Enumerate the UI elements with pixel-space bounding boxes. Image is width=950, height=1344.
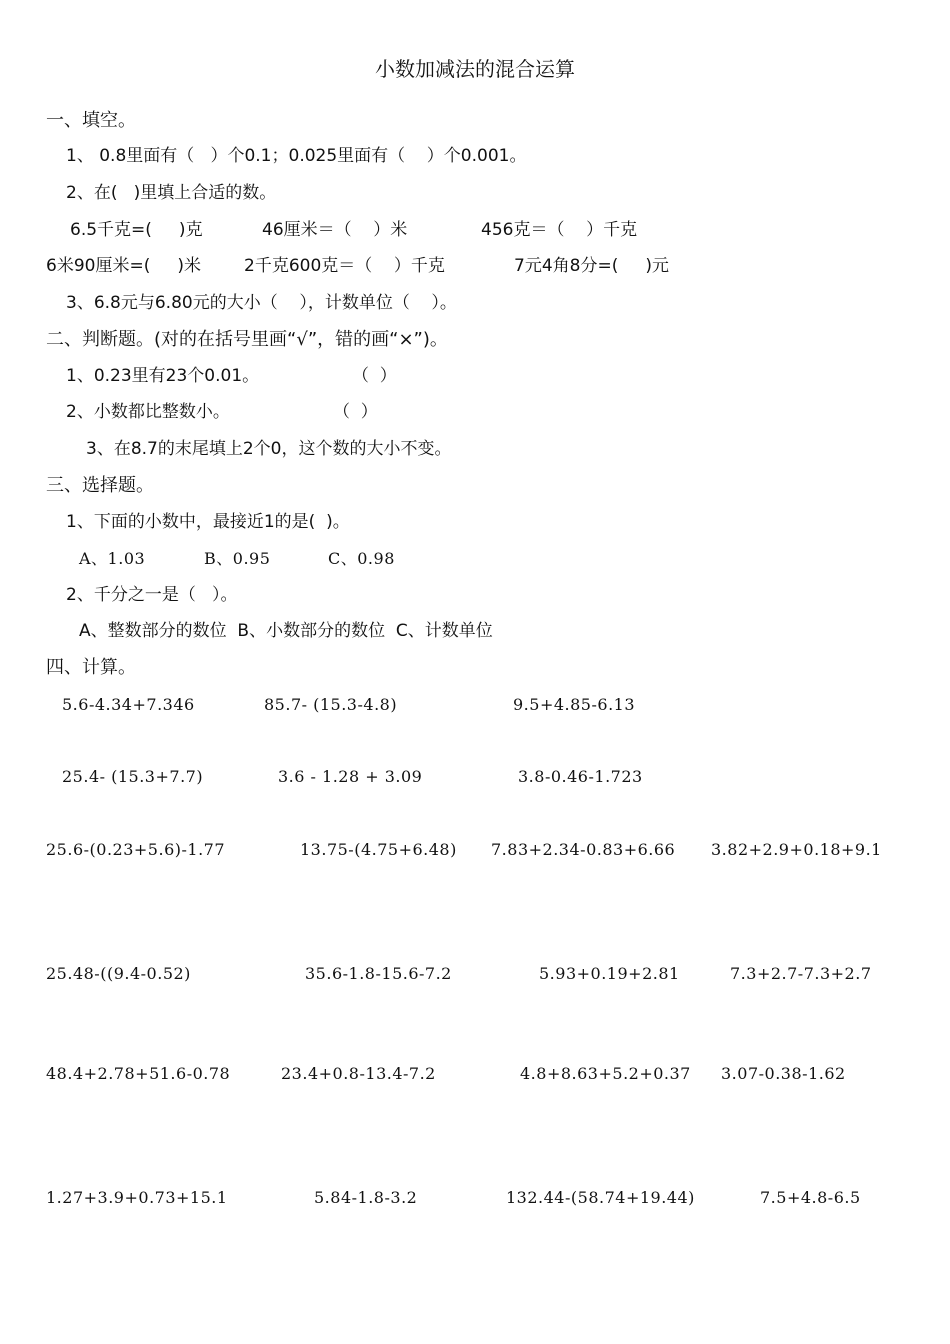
calc-expression: 7.83+2.34-0.83+6.66 [491,840,676,859]
calc-expression: 3.6 - 1.28 + 3.09 [278,767,423,786]
choice-q2-options: A、整数部分的数位 B、小数部分的数位 C、计数单位 [79,621,493,641]
calc-expression: 35.6-1.8-15.6-7.2 [305,964,452,983]
choice-q1-option-c: C、0.98 [328,549,395,568]
fill-q2-item-6: 7元4角8分=( )元 [514,256,669,276]
fill-question-3: 3、6.8元与6.80元的大小（ ），计数单位（ ）。 [66,293,457,313]
calc-expression: 13.75-(4.75+6.48) [300,840,457,859]
fill-q2-item-5: 2千克600克＝（ ）千克 [244,256,445,276]
fill-question-2: 2、在( )里填上合适的数。 [66,183,277,203]
fill-q2-item-1: 6.5千克=( )克 [70,220,203,240]
calc-expression: 3.8-0.46-1.723 [518,767,643,786]
calc-expression: 85.7- (15.3-4.8) [264,695,398,714]
calc-expression: 4.8+8.63+5.2+0.37 [520,1064,691,1083]
calc-expression: 25.6-(0.23+5.6)-1.77 [46,840,226,859]
section-1-heading: 一、填空。 [46,110,136,131]
calc-expression: 5.84-1.8-3.2 [314,1188,418,1207]
judge-question-1: 1、0.23里有23个0.01。 [66,366,260,386]
calc-expression: 9.5+4.85-6.13 [513,695,636,714]
fill-q2-item-3: 456克＝（ ）千克 [481,220,638,240]
calc-expression: 7.5+4.8-6.5 [760,1188,861,1207]
page-title: 小数加减法的混合运算 [375,57,575,81]
section-4-heading: 四、计算。 [46,657,136,678]
section-2-heading: 二、判断题。(对的在括号里画“√”，错的画“×”)。 [46,329,448,350]
choice-question-2: 2、千分之一是（ ）。 [66,585,238,605]
choice-q1-option-a: A、1.03 [79,549,146,568]
calc-expression: 132.44-(58.74+19.44) [506,1188,695,1207]
choice-q1-option-b: B、0.95 [204,549,271,568]
judge-question-2-answer: （ ） [333,402,378,422]
fill-q2-item-2: 46厘米＝（ ）米 [262,220,408,240]
calc-expression: 25.4- (15.3+7.7) [62,767,204,786]
calc-expression: 7.3+2.7-7.3+2.7 [730,964,872,983]
judge-question-3: 3、在8.7的末尾填上2个0，这个数的大小不变。 [86,439,452,459]
section-3-heading: 三、选择题。 [46,475,154,496]
choice-question-1: 1、下面的小数中，最接近1的是( )。 [66,512,350,532]
judge-question-1-answer: （ ） [352,366,397,386]
calc-expression: 48.4+2.78+51.6-0.78 [46,1064,231,1083]
calc-expression: 25.48-((9.4-0.52) [46,964,191,983]
judge-question-2: 2、小数都比整数小。 [66,402,230,422]
calc-expression: 3.07-0.38-1.62 [721,1064,846,1083]
calc-expression: 23.4+0.8-13.4-7.2 [281,1064,436,1083]
fill-question-1: 1、 0.8里面有（ ）个0.1；0.025里面有（ ）个0.001。 [66,146,527,166]
calc-expression: 1.27+3.9+0.73+15.1 [46,1188,228,1207]
calc-expression: 5.93+0.19+2.81 [539,964,680,983]
calc-expression: 5.6-4.34+7.346 [62,695,195,714]
fill-q2-item-4: 6米90厘米=( )米 [46,256,201,276]
calc-expression: 3.82+2.9+0.18+9.1 [711,840,882,859]
